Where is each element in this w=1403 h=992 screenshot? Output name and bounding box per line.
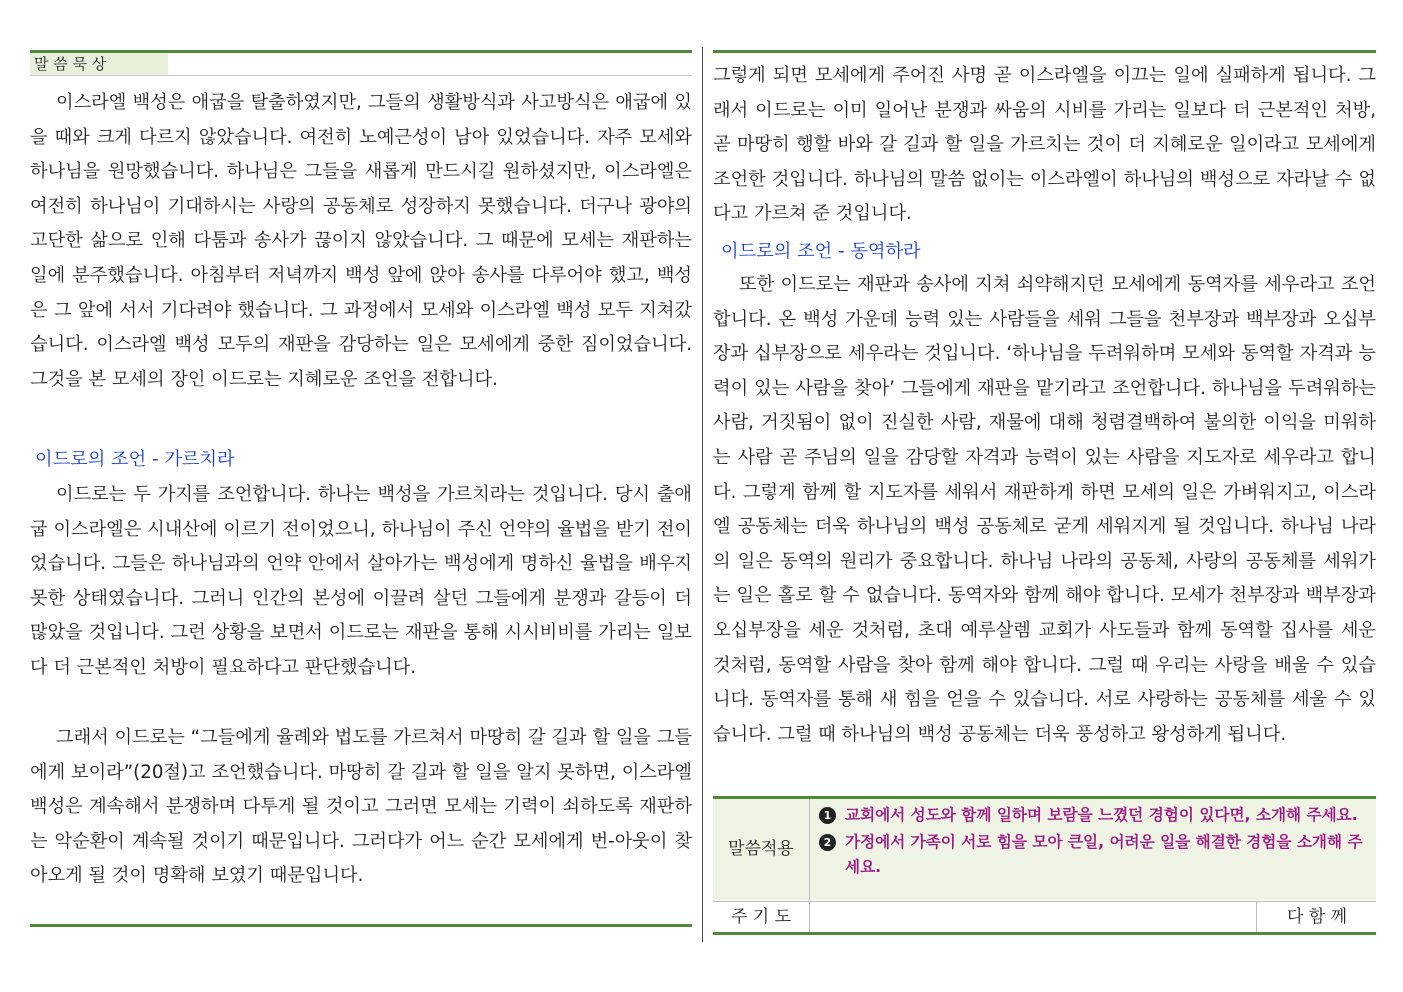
column-divider [702,47,703,942]
section-label: 말 씀 묵 상 [30,53,168,75]
apply-item [817,830,1368,880]
prayer-label: 주 기 도 [713,902,810,933]
apply-label: 말씀적용 [713,799,810,900]
top-green-rule-right [713,50,1376,53]
body-paragraph-2: 이드로는 두 가지를 조언합니다. 하나는 백성을 가르치라는 것입니다. 당시 출애굽 이스라엘은 시내산에 이르기 전이었으니, 하나님이 주신 언약의 율법을 받기 전이었습니다. 그들은 하나님과의 언약 안에서 살아가는 백성에게 명하신 율법을 배우지 못한 상태였습니다. 그러니 인간의 본성에 이끌려 살던 그들에게 분쟁과 갈등이 더 많았을 것입니다. 그런 상황을 보면서 이드로는 재판을 통해 시시비비를 가리는 일보다 더 근본적인 처방이 필요하다고 판단했습니다. [30,484,692,678]
prayer-blank-cell [810,902,1257,933]
section-heading-partner: 이드로의 조언 - 동역하라 [721,241,921,262]
body-paragraph-3: 그래서 이드로는 “그들에게 율례와 법도를 가르쳐서 마땅히 갈 길과 할 일을 그들에게 보이라”(20절)고 조언했습니다. 마땅히 갈 길과 할 일을 알지 못하면, 이스라엘 백성은 계속해서 분쟁하며 다투게 될 것이고 그러면 모세는 기력이 쇠하도록 재판하는 악순환이 계속될 것이기 때문입니다. 그러다가 어느 순간 모세에게 번-아웃이 찾아오게 될 것이 명확해 보였기 때문입니다. [30,727,692,887]
apply-row [713,799,1376,900]
number-badge-icon: 2 [819,834,836,851]
apply-item-text: 교회에서 성도와 함께 일하며 보람을 느꼈던 경험이 있다면, 소개해 주세요. [845,806,1358,824]
bottom-green-rule [30,924,692,927]
thin-rule [30,75,692,76]
prayer-row [713,901,1376,933]
application-box [713,796,1376,936]
prayer-together-label: 다 함 께 [1286,907,1348,927]
section-heading-teach: 이드로의 조언 - 가르치라 [35,449,235,470]
number-badge-icon: 1 [819,807,836,824]
body-paragraph-1: 이스라엘 백성은 애굽을 탈출하였지만, 그들의 생활방식과 사고방식은 애굽에 있을 때와 크게 다르지 않았습니다. 여전히 노예근성이 남아 있었습니다. 자주 모세와 하나님을 원망했습니다. 하나님은 그들을 새롭게 만드시길 원하셨지만, 이스라엘은 여전히 하나님이 기대하시는 사랑의 공동체로 성장하지 못했습니다. 더구나 광야의 고단한 삶으로 인해 다툼과 송사가 끊이지 않았습니다. 그 때문에 모세는 재판하는 일에 분주했습니다. 아침부터 저녁까지 백성 앞에 앉아 송사를 다루어야 했고, 백성은 그 앞에 서서 기다려야 했습니다. 그 과정에서 모세와 이스라엘 백성 모두 지쳐갔습니다. 이스라엘 백성 모두의 재판을 감당하는 일은 모세에게 중한 짐이었습니다. 그것을 본 모세의 장인 이드로는 지혜로운 조언을 전합니다. [30,92,692,390]
apply-items [817,803,1368,882]
body-paragraph-5: 또한 이드로는 재판과 송사에 지쳐 쇠약해지던 모세에게 동역자를 세우라고 조언합니다. 온 백성 가운데 능력 있는 사람들을 세워 그들을 천부장과 백부장과 오십부장과 십부장으로 세우라는 것입니다. ‘하나님을 두려워하며 모세와 동역할 자격과 능력이 있는 사람을 찾아’ 그들에게 재판을 맡기라고 조언합니다. 하나님을 두려워하는 사람, 거짓됨이 없이 진실한 사람, 재물에 대해 청렴결백하여 불의한 이익을 미워하는 사람 곧 주님의 일을 감당할 자격과 능력이 있는 사람을 지도자로 세우라고 합니다. 그렇게 함께 할 지도자를 세워서 재판하게 하면 모세의 일은 가벼워지고, 이스라엘 공동체는 더욱 하나님의 백성 공동체로 굳게 세워지게 될 것입니다. 하나님 나라의 일은 동역의 원리가 중요합니다. 하나님 나라의 공동체, 사랑의 공동체를 세워가는 일은 홀로 할 수 없습니다. 동역자와 함께 해야 합니다. 모세가 천부장과 백부장과 오십부장을 세운 것처럼, 초대 예루살렘 교회가 사도들과 함께 동역할 집사를 세운 것처럼, 동역할 사람을 찾아 함께 해야 합니다. 그럴 때 우리는 사랑을 배울 수 있습니다. 동역자를 통해 새 힘을 얻을 수 있습니다. 서로 사랑하는 공동체를 세울 수 있습니다. 그럴 때 하나님의 백성 공동체는 더욱 풍성하고 왕성하게 됩니다. [713,274,1376,745]
apply-bottom-rule [713,932,1376,935]
right-column [713,0,1376,992]
left-column [30,0,692,992]
body-paragraph-4: 그렇게 되면 모세에게 주어진 사명 곧 이스라엘을 이끄는 일에 실패하게 됩니다. 그래서 이드로는 이미 일어난 분쟁과 싸움의 시비를 가리는 일보다 더 근본적인 처방, 곧 마땅히 행할 바와 갈 길과 할 일을 가르치는 것이 더 지혜로운 일이라고 모세에게 조언한 것입니다. 하나님의 말씀 없이는 이스라엘이 하나님의 백성으로 자라날 수 없다고 가르쳐 준 것입니다. [713,65,1376,225]
apply-item-text: 가정에서 가족이 서로 힘을 모아 큰일, 어려운 일을 해결한 경험을 소개해 주세요. [845,833,1363,876]
apply-item [817,803,1368,828]
